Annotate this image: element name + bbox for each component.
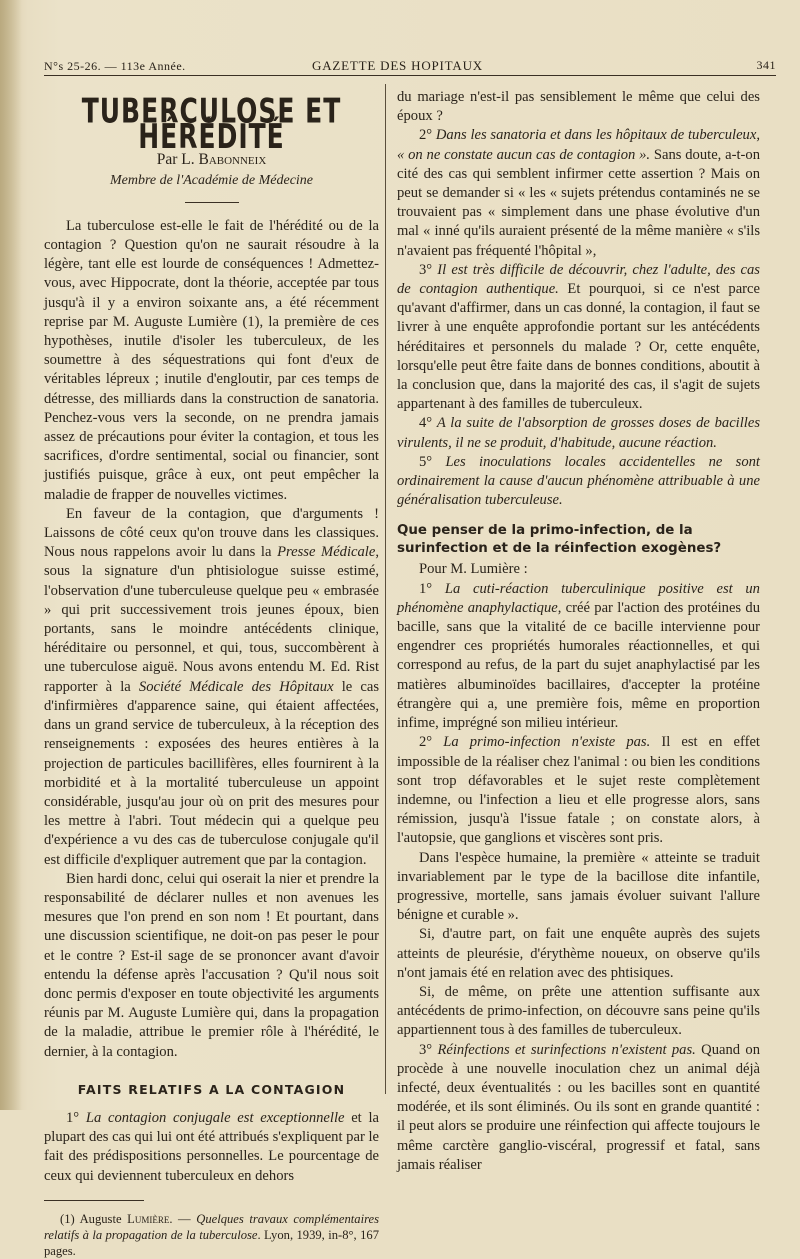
point-number: 1° [66,1109,86,1126]
text-run: Et pourquoi, si ce n'est parce qu'avant d'affirmer, dans un cas donné, la contagion, il faut se livrer à une enquête approfondie portant sur les antécédents héréditaires et personnels du malade ? Or, cette enquête, lorsqu'elle peut être faite dans de bonnes conditions, aboutit à la conclusion que, dans la majorité des cas, il s'agit de sujets appartenant à des familles de tuberculeux. [397,281,760,413]
point-number: 4° [419,415,437,432]
text-run: , sous la signature d'un phtisiologue suisse estimé, l'observation d'une tuberculeuse quelque peu « embrasée » qui prit successivement trois jeunes époux, bien portants, sans le moindre antécédents clinique, héréditaire ou personnel, et qui, tous, succombèrent à une tuberculose aiguë. Nous avons entendu M. Ed. Rist rapporter à la [44,544,379,695]
paragraph-point-1 [44,1109,379,1186]
left-column [44,90,379,1259]
point-number: 2° [419,127,436,144]
paragraph-continued: du mariage n'est-il pas sensiblement le même que celui des époux ? [397,89,760,125]
article-title: TUBERCULOSE ET HÉRÉDITÉ [81,91,342,157]
paragraph-reinfection [397,1041,760,1175]
footnote-author: Lumière [127,1211,170,1226]
page-edge-shadow [0,0,22,1110]
header-rule [44,75,776,76]
text-run: . Lyon, 1939, in-8°, 167 pages. [44,1227,379,1258]
society-reference: Société Médicale des Hôpitaux [138,678,334,695]
issue-number: N°s 25-26. — 113e Année. [44,59,186,73]
subheading-primo-infection: Que penser de la primo-infection, de la surinfection et de la réinfection exogènes? [397,523,722,557]
text-run: En faveur de la contagion, que d'arguments ! Laissons de côté ceux qu'on trouve dans les classiques. Nous nous rappelons avoir lu dans la [44,505,379,561]
paragraph-point-2 [397,126,760,260]
journal-reference: Presse Médicale [277,544,376,561]
column-divider [385,84,386,1094]
paragraph-human-species: Dans l'espèce humaine, la première « atteinte se traduit invariablement par le type de la bacillose dite infantile, progressive, mortelle, sans jamais évoluer suivant l'allure bénigne et curable ». [397,849,760,924]
point-number: 2° [419,734,444,751]
paragraph-point-3 [397,261,760,415]
point-number: 5° [419,453,446,470]
point-statement: La contagion conjugale est exceptionnelle [85,1109,345,1126]
text-run: et la plupart des cas qui lui ont été attribués s'expliquent par le fait des prédispositions personnelles. Le pourcentage de ceux qui deviennent tuberculeux en dehors [44,1109,379,1184]
point-statement: Réinfections et surinfections n'existent pas. [437,1041,696,1058]
point-number: 3° [419,1041,438,1058]
text-run: le cas d'infirmières d'apparence saine, qui étaient affectées, dans un grand service de tuberculeux, à la réception des renseignements : exposées des heures entières à la projection de particules bacillifères, elles fournirent à la morbidité et à la mortalité tuberculeuse un appoint considérable, jusqu'au jour où on prit des mesures pour les mettre à l'abri. Tout médecin qui a quelque peu d'expérience a vu des cas de tuberculose conjugale qu'il est difficile d'expliquer autrement que par la contagion. [44,678,379,868]
paragraph-lumiere-intro: Pour M. Lumière : [419,561,528,578]
point-statement: La cuti-réaction tuberculinique positive est un phénomène anaphylactique [397,580,760,616]
footnote-rule [44,1200,144,1201]
paragraph-antecedents: Si, de même, on prête une attention suffisante aux antécédents de primo-infection, on découvre sans peine qu'ils appartiennent tous à des familles de tuberculeux. [397,983,760,1039]
point-statement: Il est très difficile de découvrir, chez l'adulte, des cas de contagion authentique. [397,261,760,298]
text-run: , créé par l'action des protéines du bacille, sans que la vitalité de ce bacille intervienne pour engendrer ces propriétés humorales réactionnelles, et qui correspond au refus, de la part du sujet anaphylactisé par les matières albuminoïdes bacillaires, d'accepter la protéine étrangère qui a, une première fois, même en proportion infime, imprégné son milieu intérieur. [397,599,760,732]
author-affiliation: Membre de l'Académie de Médecine [109,172,314,188]
footnote-work-title: Quelques travaux complémentaires relatifs à la propagation de la tuberculose [44,1211,379,1242]
paragraph-pleurisy-inquiry: Si, d'autre part, on fait une enquête auprès des sujets atteints de pleurésie, d'érythème noueux, on observe qu'ils n'ont jamais été en relation avec des phtisiques. [397,926,760,981]
point-statement: La primo-infection n'existe pas. [443,734,651,751]
paragraph-objectivity: Bien hardi donc, celui qui oserait la nier et prendre la responsabilité de déclarer nulles et non avenues les mesures que l'on prend en son nom ! Et pourtant, dans une discussion scientifique, ne doit-on pas peser le pour et le contre ? Est-il sage de se prononcer avant d'avoir entendu la défense après l'accusation ? Qu'il nous soit donc permis d'exposer en toute objectivité les arguments réunis par M. Auguste Lumière qui, dans la propagation de la maladie, attribue le premier rôle à l'hérédité, le dernier, à la contagion. [44,870,379,1060]
point-statement: Dans les sanatoria et dans les hôpitaux de tuberculeux, « on ne constate aucun cas de contagion ». [397,127,760,163]
footnote [44,1211,379,1259]
paragraph-point-4 [397,414,760,452]
text-run: Il est en effet impossible de la réaliser chez l'animal : ou bien les conditions sont trop défavorables et le sujet reste complètement indemne, ou l'infection a lieu et elle progresse alors, sans rémission, jusqu'à l'issue fatale ; on constate alors, à l'autopsie, que ganglions et viscères sont pris. [397,734,760,847]
text-run: Sans doute, a-t-on cité des cas qui semblent infirmer cette assertion ? Mais on peut se demander si « les « sujets prétendus contaminés ne se trouvaient pas « simplement dans une phase évolutive d'un mal « inné qu'ils auraient présenté de la même manière « s'ils n'avaient pas fréquenté l'hôpital », [397,146,760,259]
footnote-marker: (1) Auguste [60,1211,128,1226]
point-statement: Les inoculations locales accidentelles ne sont ordinairement la cause d'aucun phénomène attribuable à une généralisation tuberculeuse. [397,453,760,509]
paragraph-contagion-arguments [44,505,379,870]
right-column [397,88,760,1175]
title-separator [185,202,239,203]
author-name: Babonneix [198,151,267,169]
section-heading-contagion: FAITS RELATIFS A LA CONTAGION [77,1081,346,1097]
point-number: 1° [419,580,445,597]
author-prefix: Par L. [156,151,199,169]
paragraph-point-5 [397,453,760,511]
journal-name: GAZETTE DES HOPITAUX [312,58,483,73]
running-header [44,56,776,76]
paragraph-primo-infection [397,733,760,848]
text-run: . — [169,1211,197,1226]
page-number: 341 [756,58,776,72]
paragraph-intro: La tuberculose est-elle le fait de l'hérédité ou de la contagion ? Question qu'on ne saurait résoudre à la légère, tant elle est lourde de conséquences ! Admettez-vous, avec Hippocrate, dont la théorie, acceptée par tous jusqu'à il y a environ soixante ans, a été récemment reprise par M. Auguste Lumière (1), la première de ces hypothèses, inutile d'isoler les tuberculeux, de les soumettre à des séquestrations qui font d'eux de véritables lépreux ; inutile d'engloutir, par ces temps de détresse, des milliards dans la construction de sanatoria. Penchez-vous vers la seconde, on ne prendra jamais assez de précautions pour éviter la contagion, et tous les sacrifices, d'ordre sentimental, social ou financier, sont justifiés puisque, grâce à eux, ont peut empêcher la maladie de frapper de nouvelles victimes. [44,217,379,503]
paragraph-cuti-reaction [397,580,760,734]
point-number: 3° [419,261,438,278]
text-run: Quand on procède à une nouvelle inoculation chez un animal déjà infecté, deux éventualités : ou les bacilles sont en quantité modérée, et ils sont éliminés. Ou ils sont en grande quantité : il peut alors se produire une réinfection qui affecte toujours le même carctère ganglio-viscéral, progressif et fatal, sans jamais réaliser [397,1041,760,1173]
point-statement: A la suite de l'absorption de grosses doses de bacilles virulents, il ne se produit, d'habitude, aucune réaction. [397,415,760,451]
